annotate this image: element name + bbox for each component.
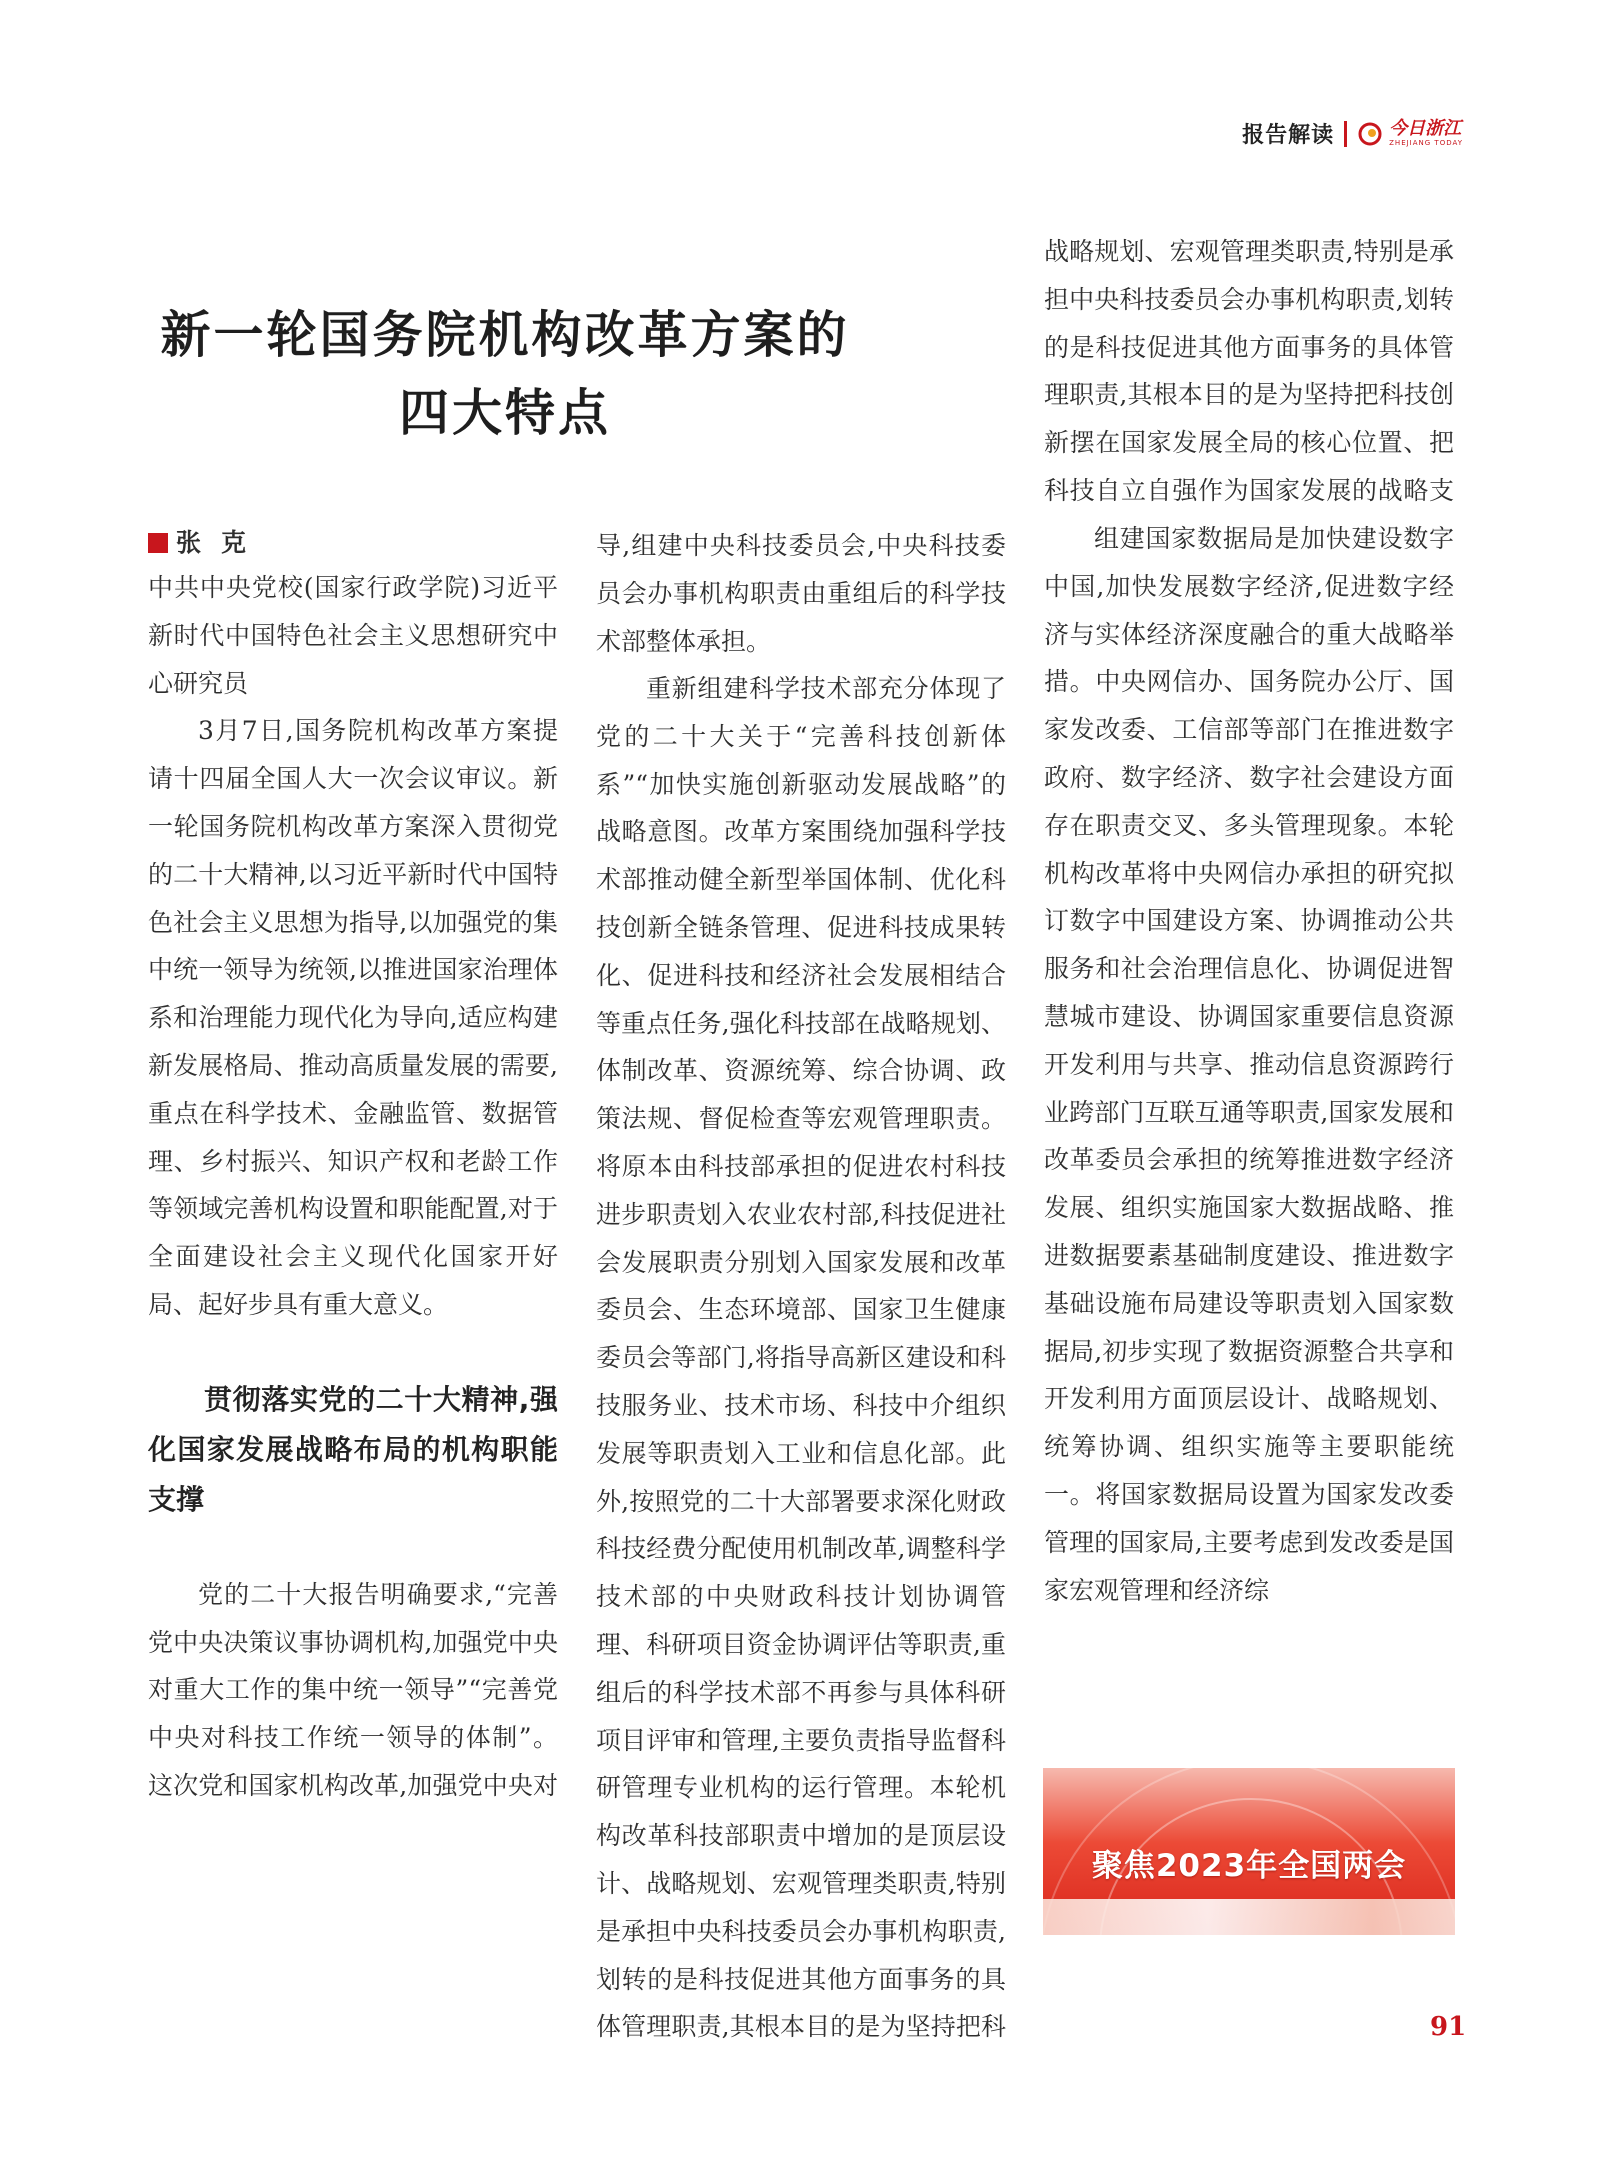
paragraph-4: 组建国家数据局是加快建设数字中国,加快发展数字经济,促进数字经济与实体经济深度融合的重大战略举措。中央网信办、国务院办公厅、国家发改委、工信部等部门在推进数字政府、数字经济、数字社会建设方面存在职责交叉、多头管理现象。本轮机构改革将中央网信办承担的研究拟订数字中国建设方案、协调推动公共服务和社会治理信息化、协调促进智慧城市建设、协调国家重要信息资源开发利用与共享、推动信息资源跨行业跨部门互联互通等职责,国家发展和改革委员会承担的统筹推进数字经济发展、组织实施国家大数据战略、推进数据要素基础制度建设、推进数字基础设施布局建设等职责划入国家数据局,初步实现了数据资源整合共享和开发利用方面顶层设计、战略规划、统筹协调、组织实施等主要职能统一。将国家数据局设置为国家发改委管理的国家局,主要考虑到发改委是国家宏观管理和经济综	[1044, 524, 1454, 1605]
column-1	[148, 522, 558, 1810]
paragraph-2-continued: 导,组建中央科技委员会,中央科技委员会办事机构职责由重组后的科学技术部整体承担。	[596, 531, 1006, 656]
banner-label: 聚焦2023年全国两会	[1091, 1848, 1407, 1884]
section-heading-1: 贯彻落实党的二十大精神,强化国家发展战略布局的机构职能支撑	[148, 1382, 558, 1516]
page-number: 91	[1430, 2012, 1467, 2042]
brand-name: 今日浙江	[1389, 118, 1462, 139]
section-name: 报告解读	[1242, 123, 1335, 148]
paragraph-3-continued: 战略规划、宏观管理类职责,特别是承担中央科技委员会办事机构职责,划转的是科技促进其他方面事务的具体管理职责,其根本目的是为坚持把科技创新摆在国家发展全局的核心位置、把科技自立自强作为国家发展的战略支	[1044, 237, 1454, 505]
page-header	[1242, 118, 1463, 149]
column-2	[596, 522, 1006, 2052]
focus-banner	[1043, 1768, 1455, 1935]
brand-logo	[1357, 120, 1463, 147]
title-line-2: 四大特点	[399, 383, 611, 442]
title-line-1: 新一轮国务院机构改革方案的	[160, 305, 850, 364]
header-divider	[1344, 121, 1347, 147]
brand-swirl-icon	[1357, 121, 1383, 147]
article-title	[150, 296, 860, 452]
author-name: 张克	[176, 528, 267, 557]
brand-name-en: ZHEJIANG TODAY	[1389, 139, 1463, 147]
author-marker	[148, 533, 168, 553]
paragraph-1: 3月7日,国务院机构改革方案提请十四届全国人大一次会议审议。新一轮国务院机构改革方案深入贯彻党的二十大精神,以习近平新时代中国特色社会主义思想为指导,以加强党的集中统一领导为统领,以推进国家治理体系和治理能力现代化为导向,适应构建新发展格局、推动高质量发展的需要,重点在科学技术、金融监管、数据管理、乡村振兴、知识产权和老龄工作等领域完善机构设置和职能配置,对于全面建设社会主义现代化国家开好局、起好步具有重大意义。	[148, 716, 558, 1319]
author-affiliation: 中共中央党校(国家行政学院)习近平新时代中国特色社会主义思想研究中心研究员	[148, 573, 558, 698]
column-3	[1044, 228, 1454, 1710]
author-line	[148, 522, 558, 564]
paragraph-2: 党的二十大报告明确要求,“完善党中央决策议事协调机构,加强党中央对重大工作的集中统一领导”“完善党中央对科技工作统一领导的体制”。这次党和国家机构改革,加强党中央对	[148, 1579, 558, 1800]
paragraph-3: 重新组建科学技术部充分体现了党的二十大关于“完善科技创新体系”“加快实施创新驱动发展战略”的战略意图。改革方案围绕加强科学技术部推动健全新型举国体制、优化科技创新全链条管理、促进科技成果转化、促进科技和经济社会发展相结合等重点任务,强化科技部在战略规划、体制改革、资源统筹、综合协调、政策法规、督促检查等宏观管理职责。将原本由科技部承担的促进农村科技进步职责划入农业农村部,科技促进社会发展职责分别划入国家发展和改革委员会、生态环境部、国家卫生健康委员会等部门,将指导高新区建设和科技服务业、技术市场、科技中介组织发展等职责划入工业和信息化部。此外,按照党的二十大部署要求深化财政科技经费分配使用机制改革,调整科学技术部的中央财政科技计划协调管理、科研项目资金协调评估等职责,重组后的科学技术部不再参与具体科研项目评审和管理,主要负责指导监督科研管理专业机构的运行管理。本轮机构改革科技部职责中增加的是顶层设计、战略规划、宏观管理类职责,特别是承担中央科技委员会办事机构职责,划转的是科技促进其他方面事务的具体管理职责,其根本目的是为坚持把科	[596, 674, 1006, 2042]
